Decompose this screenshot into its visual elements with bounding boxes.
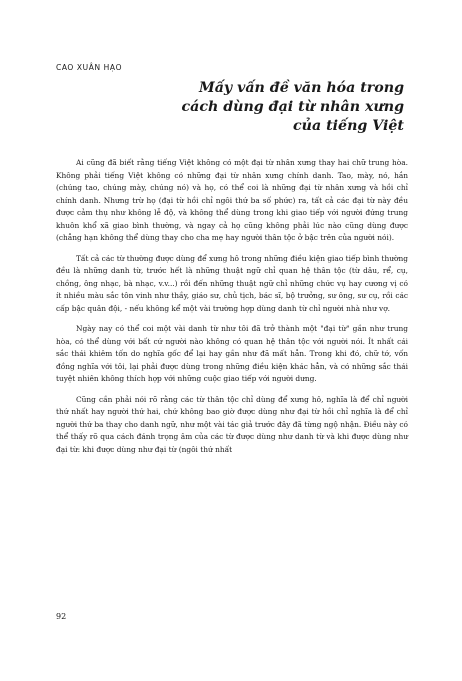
- article-body: [56, 157, 408, 464]
- title-line: cách dùng đại từ nhân xưng: [181, 99, 404, 115]
- body-paragraph: Tất cả các từ thường được dùng để xưng hô trong những điều kiện giao tiếp bình thường đều là những danh từ, trước hết là những thuật ngữ chỉ quan hệ thân tộc (từ dâu, rể, cụ, chồng, ông nhạc, bà nhạc, v.v...) rồi đến những thuật ngữ chỉ những chức vụ hay cương vị có ít nhiều màu sắc tôn vinh như thầy, giáo sư, chủ tịch, bác sĩ, bộ trưởng, sư ông, sư cụ, rồi các cấp bậc quân đội, - nếu không kể một vài trường hợp dùng danh từ chỉ người nhà như vợ.: [56, 253, 408, 313]
- body-paragraph: Cũng cần phải nói rõ rằng các từ thân tộc chỉ dùng để xưng hô, nghĩa là để chỉ người thứ nhất hay người thứ hai, chứ không bao giờ được dùng như đại từ hồi chỉ nghĩa là để chỉ người thứ ba thay cho danh ngữ, như một vài tác giả trước đây đã từng ngộ nhận. Điều này có thể thấy rõ qua cách đánh trọng âm của các từ được dùng như danh từ và khi được dùng như đại từ: khi được dùng như đại từ (ngôi thứ nhất: [56, 394, 408, 454]
- author-name: CAO XUÂN HẠO: [56, 63, 123, 72]
- title-line: Mấy vấn đề văn hóa trong: [199, 80, 404, 96]
- body-paragraph: Ai cũng đã biết rằng tiếng Việt không có một đại từ nhân xưng thay hai chữ trung hòa. Không phải tiếng Việt không có những đại từ nhân xưng chính danh. Tao, mày, nó, hắn (chúng tao, chúng mày, chúng nó) và họ, có thể coi là những đại từ nhân xưng và hồi chỉ chính danh. Nhưng trừ họ (đại từ hồi chỉ ngôi thứ ba số phức) ra, tất cả các đại từ này đều được cảm thụ như không lễ độ, và không thể dùng trong khi giao tiếp với người đứng trung khuôn khổ xã giao bình thường, và ngay cả họ cũng không phải lúc nào cũng dùng được (chẳng hạn không thể dùng thay cho cha mẹ hay người thân tộc ở bậc trên của người nói).: [56, 158, 408, 242]
- article-title: [104, 79, 404, 136]
- title-line: của tiếng Việt: [293, 118, 404, 134]
- body-paragraph: Ngày nay có thể coi một vài danh từ như tôi đã trở thành một "đại từ" gần như trung hòa, có thể dùng với bất cứ người nào không có quan hệ thân tộc với người nói. Ít nhất cái sắc thái khiêm tốn do nghĩa gốc để lại hay gần như đã mất hẳn. Trong khi đó, chữ tớ, vốn đồng nghĩa với tôi, lại phải được dùng trong những điều kiện khác hẳn, và có những sắc thái tuyệt nhiên không thích hợp với những cuộc giao tiếp với người dưng.: [56, 324, 408, 383]
- page-number: 92: [56, 612, 67, 621]
